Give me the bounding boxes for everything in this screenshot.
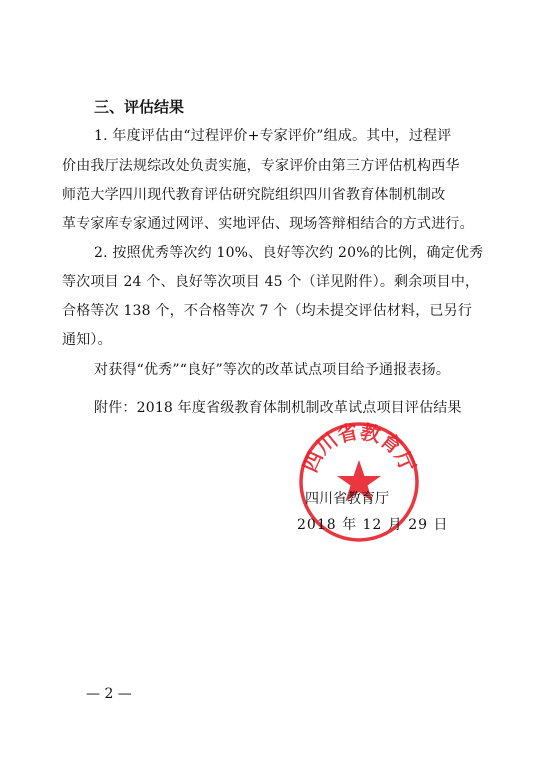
section-heading: 三、评估结果 [94, 98, 185, 116]
paragraph-1-line-3: 师范大学四川现代教育评估研究院组织四川省教育体制机制改 [62, 187, 446, 203]
paragraph-2-line-2: 等次项目 24 个、良好等次项目 45 个（详见附件）。剩余项目中， [62, 274, 480, 290]
paragraph-2-line-4: 通知）。 [62, 332, 112, 348]
paragraph-2-line-3: 合格等次 138 个，不合格等次 7 个（均未提交评估材料，已另行 [62, 303, 473, 319]
paragraph-2-line-1: 2. 按照优秀等次约 10%、良好等次约 20%的比例，确定优秀 [94, 245, 484, 261]
signature-organization: 四川省教育厅 [305, 491, 389, 507]
seal-text: 四川省教育厅 [297, 420, 421, 476]
page-number: — 2 — [86, 686, 132, 702]
signature-date: 2018 年 12 月 29 日 [297, 517, 449, 533]
paragraph-3: 对获得“优秀”“良好”等次的改革试点项目给予通报表扬。 [94, 362, 451, 378]
paragraph-1-line-2: 价由我厅法规综改处负责实施，专家评价由第三方评估机构西华 [62, 158, 460, 174]
paragraph-1-line-4: 革专家库专家通过网评、实地评估、现场答辩相结合的方式进行。 [62, 216, 474, 232]
paragraph-1-line-1: 1. 年度评估由“过程评价+专家评价”组成。其中，过程评 [94, 128, 452, 144]
attachment-note: 附件：2018 年度省级教育体制机制改革试点项目评估结果 [94, 400, 462, 416]
